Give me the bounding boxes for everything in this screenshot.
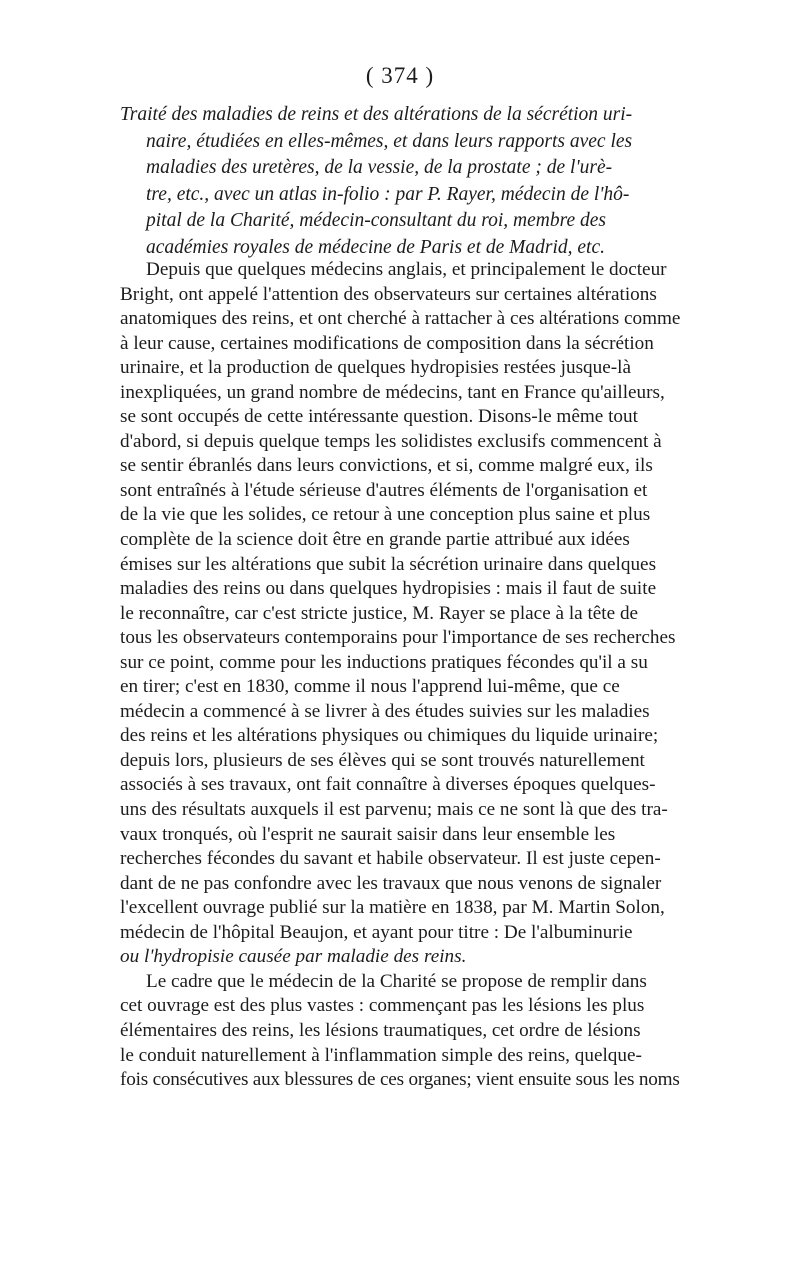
body-line: Le cadre que le médecin de la Charité se propose de remplir dans bbox=[146, 970, 647, 992]
body-line: élémentaires des reins, les lésions traumatiques, cet ordre de lésions bbox=[120, 1019, 641, 1041]
title-line: académies royales de médecine de Paris et de Madrid, etc. bbox=[146, 236, 606, 258]
body-line: émises sur les altérations que subit la sécrétion urinaire dans quelques bbox=[120, 553, 657, 575]
title-line: maladies des uretères, de la vessie, de la prostate ; de l'urè- bbox=[146, 157, 613, 179]
body-line: uns des résultats auxquels il est parvenu; mais ce ne sont là que des tra- bbox=[120, 799, 668, 821]
body-line: vaux tronqués, où l'esprit ne saurait saisir dans leur ensemble les bbox=[120, 823, 616, 845]
body-line: médecin de l'hôpital Beaujon, et ayant pour titre : De l'albuminurie bbox=[120, 921, 633, 943]
body-line: des reins et les altérations physiques ou chimiques du liquide urinaire; bbox=[120, 725, 659, 747]
body-line: complète de la science doit être en grande partie attribué aux idées bbox=[120, 529, 630, 551]
body-line: sont entraînés à l'étude sérieuse d'autres éléments de l'organisation et bbox=[120, 479, 648, 501]
body-line: à leur cause, certaines modifications de composition dans la sécrétion bbox=[120, 332, 654, 354]
body-line: inexpliquées, un grand nombre de médecins, tant en France qu'ailleurs, bbox=[120, 381, 665, 403]
body-line: se sont occupés de cette intéressante question. Disons-le même tout bbox=[120, 406, 638, 428]
body-line: en tirer; c'est en 1830, comme il nous l'apprend lui-même, que ce bbox=[120, 676, 620, 698]
body-line: fois consécutives aux blessures de ces organes; vient ensuite sous les noms bbox=[120, 1069, 680, 1091]
body-line: associés à ses travaux, ont fait connaître à diverses époques quelques- bbox=[120, 774, 656, 796]
body-line: urinaire, et la production de quelques hydropisies restées jusque-là bbox=[120, 357, 631, 379]
body-line: anatomiques des reins, et ont cherché à rattacher à ces altérations comme bbox=[120, 308, 681, 330]
body-line: le conduit naturellement à l'inflammation simple des reins, quelque- bbox=[120, 1044, 642, 1066]
book-title-block bbox=[120, 102, 680, 262]
body-line: recherches fécondes du savant et habile observateur. Il est juste cepen- bbox=[120, 848, 661, 870]
body-line: sur ce point, comme pour les inductions pratiques fécondes qu'il a su bbox=[120, 651, 648, 673]
body-line: de la vie que les solides, ce retour à une conception plus saine et plus bbox=[120, 504, 651, 526]
title-line: naire, étudiées en elles-mêmes, et dans leurs rapports avec les bbox=[146, 130, 633, 152]
body-line: tous les observateurs contemporains pour l'importance de ses recherches bbox=[120, 627, 676, 649]
body-line: se sentir ébranlés dans leurs convictions, et si, comme malgré eux, ils bbox=[120, 455, 653, 477]
body-line: d'abord, si depuis quelque temps les solidistes exclusifs commencent à bbox=[120, 430, 662, 452]
body-line: depuis lors, plusieurs de ses élèves qui se sont trouvés naturellement bbox=[120, 749, 645, 771]
page-number: ( 374 ) bbox=[365, 63, 435, 88]
body-line: médecin a commencé à se livrer à des études suivies sur les maladies bbox=[120, 700, 650, 722]
body-line: maladies des reins ou dans quelques hydropisies : mais il faut de suite bbox=[120, 578, 657, 600]
body-text bbox=[120, 258, 682, 1093]
title-line: pital de la Charité, médecin-consultant du roi, membre des bbox=[146, 210, 606, 232]
body-line: ou l'hydropisie causée par maladie des reins. bbox=[120, 946, 467, 968]
title-line: tre, etc., avec un atlas in-folio : par P. Rayer, médecin de l'hô- bbox=[146, 183, 630, 205]
body-line: cet ouvrage est des plus vastes : commençant pas les lésions les plus bbox=[120, 995, 645, 1017]
body-line: le reconnaître, car c'est stricte justice, M. Rayer se place à la tête de bbox=[120, 602, 639, 624]
body-line: Bright, ont appelé l'attention des observateurs sur certaines altérations bbox=[120, 283, 657, 305]
body-line: dant de ne pas confondre avec les travaux que nous venons de signaler bbox=[120, 872, 662, 894]
body-line: l'excellent ouvrage publié sur la matière en 1838, par M. Martin Solon, bbox=[120, 897, 665, 919]
title-line: Traité des maladies de reins et des altérations de la sécrétion uri- bbox=[120, 104, 633, 125]
body-line: Depuis que quelques médecins anglais, et principalement le docteur bbox=[146, 259, 667, 280]
